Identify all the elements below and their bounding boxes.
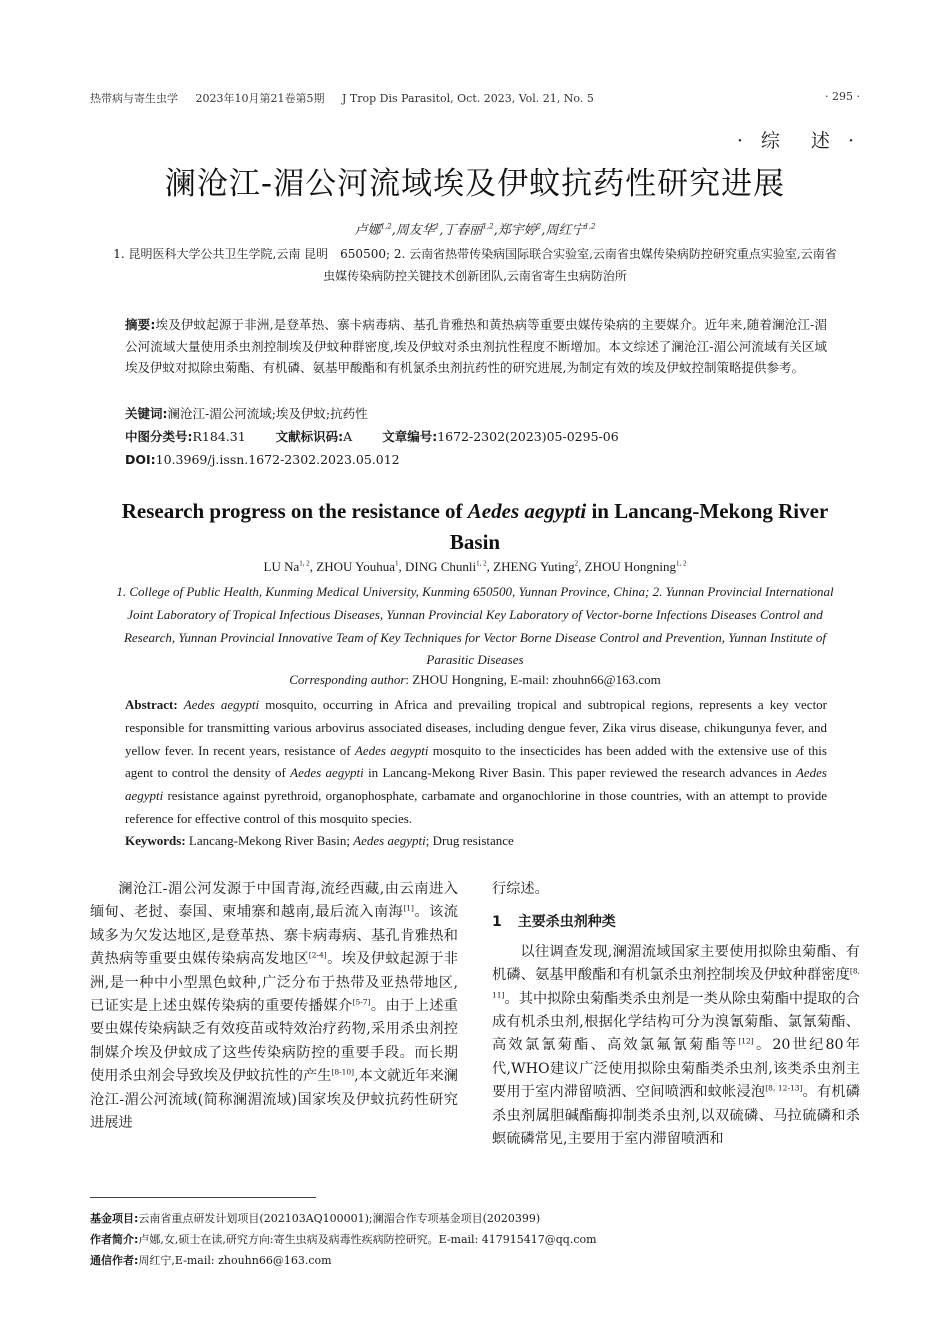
- footnotes: [90, 1208, 860, 1271]
- en-author-1: LU Na$^{1, 2}$,: [263, 559, 317, 574]
- en-affiliation: 1. College of Public Health, Kunming Medical University, Kunming 650500, Yunnan Province, China; 2. Yunnan Provincial International Joint Laboratory of Tropical Infectious Diseases, Yunnan Provincial Key Laboratory of Vector-borne Infections Diseases Control and Research, Yunnan Provincial Innovative Team of Key Techniques for Vector Borne Disease Control and Prevention, Yunnan Institute of Parasitic Diseases: [116, 584, 834, 668]
- journal-name-en: J Trop Dis Parasitol, Oct. 2023, Vol. 21, No. 5: [342, 92, 594, 105]
- en-keywords: Keywords: Lancang-Mekong River Basin; Aedes aegypti; Drug resistance: [125, 833, 514, 848]
- cn-abstract-text: 埃及伊蚊起源于非洲,是登革热、寨卡病毒病、基孔肯雅热和黄热病等重要虫媒传染病的主要媒介。近年来,随着澜沧江-湄公河流域大量使用杀虫剂控制埃及伊蚊种群密度,埃及伊蚊对杀虫剂抗性程度不断增加。本文综述了澜沧江-湄公河流域有关区域埃及伊蚊对拟除虫菊酯、有机磷、氨基甲酸酯和有机氯杀虫剂抗药性的研究进展,为制定有效的埃及伊蚊控制策略提供参考。: [125, 317, 827, 375]
- body-left-column: [90, 878, 458, 1135]
- section-1-paragraph: 以往调查发现,澜湄流域国家主要使用拟除虫菊酯、有机磷、氨基甲酸酯和有机氯杀虫剂控制埃及伊蚊种群密度[8, 11]。其中拟除虫菊酯类杀虫剂是一类从除虫菊酯中提取的合成有机杀虫剂,根据化学结构可分为溴氰菊酯、氯氰菊酯、高效氯氰菊酯、高效氯氟氰菊酯等[12]。20世纪80年代,WHO建议广泛使用拟除虫菊酯类杀虫剂,该类杀虫剂主要用于室内滞留喷洒、空间喷洒和蚊帐浸泡[8, 12-13]。有机磷杀虫剂属胆碱酯酶抑制类杀虫剂,以双硫磷、马拉硫磷和杀螟硫磷常见,主要用于室内滞留喷洒和: [492, 943, 860, 1148]
- issue-cn: 2023年10月第21卷第5期: [195, 92, 325, 105]
- en-keywords-label: Keywords:: [125, 833, 186, 848]
- doi: [125, 450, 827, 470]
- cn-author-4: 郑宇婷$^2$,: [497, 222, 546, 238]
- cn-keywords-label: 关键词:: [125, 406, 168, 421]
- section-heading-1: 1 主要杀虫剂种类: [492, 914, 616, 931]
- en-abstract-label: Abstract:: [125, 697, 178, 712]
- cn-affiliation: 1. 昆明医科大学公共卫生学院,云南 昆明 650500; 2. 云南省热带传染病国际联合实验室,云南省虫媒传染病防控研究重点实验室,云南省虫媒传染病防控关键技术创新团队,云南省寄生虫病防治所: [113, 247, 837, 283]
- citation: [1]: [403, 903, 414, 913]
- en-author-3: DING Chunli$^{1, 2}$,: [404, 559, 494, 574]
- intro-continuation: 行综述。: [492, 881, 549, 897]
- section-tag: · 综 述 ·: [736, 130, 860, 152]
- en-author-2: ZHOU Youhua$^1$,: [316, 559, 405, 574]
- citation: [12]: [738, 1036, 754, 1046]
- article-number: 文章编号:1672-2302(2023)05-0295-06: [382, 429, 619, 444]
- document-code: 文献标识码:A: [275, 429, 353, 444]
- citation: [5-7]: [352, 997, 371, 1007]
- cn-author-1: 卢娜$^{1,2}$,: [354, 222, 396, 238]
- cn-keywords-text: 澜沧江-湄公河流域;埃及伊蚊;抗药性: [167, 406, 368, 421]
- doi-label: DOI:: [125, 452, 156, 467]
- en-authors: [0, 559, 950, 575]
- en-author-5: ZHOU Hongning$^{1, 2}$: [584, 559, 687, 574]
- clc-code: 中图分类号:R184.31: [125, 429, 246, 444]
- cn-classification: [125, 427, 827, 447]
- cn-keywords: [125, 404, 827, 424]
- en-author-4: ZHENG Yuting$^2$,: [493, 559, 585, 574]
- cn-title: 澜沧江-湄公河流域埃及伊蚊抗药性研究进展: [164, 166, 786, 202]
- doi-value: 10.3969/j.issn.1672-2302.2023.05.012: [155, 452, 400, 467]
- citation: [8, 12-13]: [765, 1083, 803, 1093]
- cn-author-5: 周红宁$^{1,2}$: [545, 222, 596, 238]
- fund-note: 基金项目:云南省重点研发计划项目(202103AQ100001);澜湄合作专项基金项目(2020399): [90, 1212, 541, 1225]
- journal-name-cn: 热带病与寄生虫学: [90, 92, 178, 105]
- citation: [8-10]: [331, 1067, 355, 1077]
- cn-author-2: 周友华$^1$,: [395, 222, 444, 238]
- citation: [8, 11]: [492, 966, 860, 999]
- page-number: · 295 ·: [825, 90, 860, 103]
- author-note: 作者简介:卢娜,女,硕士在读,研究方向:寄生虫病及病毒性疾病防控研究。E-mail: 417915417@qq.com: [90, 1233, 597, 1246]
- en-abstract: Abstract: Aedes aegypti mosquito, occurring in Africa and prevailing tropical and subtropical regions, represents a key vector responsible for transmitting various arbovirus associated diseases, including dengue fever, Zika virus disease, chikungunya fever, and yellow fever. In recent years, resistance of Aedes aegypti mosquito to the insecticides has been added with the extensive use of this agent to control the density of Aedes aegypti in Lancang-Mekong River Basin. This paper reviewed the research advances in Aedes aegypti resistance against pyrethroid, organophosphate, carbamate and organochlorine in those countries, with an attempt to provide reference for effective control of this mosquito species.: [125, 697, 828, 826]
- corresponding-note: 通信作者:周红宁,E-mail: zhouhn66@163.com: [90, 1254, 332, 1267]
- cn-authors: [0, 219, 950, 238]
- cn-author-3: 丁春丽$^{1,2}$,: [443, 222, 498, 238]
- citation: [2-4]: [308, 950, 327, 960]
- cn-abstract: [125, 314, 827, 379]
- cn-abstract-label: 摘要:: [125, 317, 156, 332]
- body-right-column: [492, 878, 860, 1151]
- running-head-left: [90, 90, 608, 106]
- en-title: Research progress on the resistance of Aedes aegypti in Lancang-Mekong River Basin: [121, 499, 829, 554]
- footnote-divider: [90, 1197, 316, 1198]
- en-corresponding-author: Corresponding author: ZHOU Hongning, E-mail: zhouhn66@163.com: [289, 672, 661, 687]
- intro-paragraph: 澜沧江-湄公河发源于中国青海,流经西藏,由云南进入缅甸、老挝、泰国、柬埔寨和越南,最后流入南海[1]。该流域多为欠发达地区,是登革热、寨卡病毒病、基孔肯雅热和黄热病等重要虫媒传染病高发地区[2-4]。埃及伊蚊起源于非洲,是一种中小型黑色蚊种,广泛分布于热带及亚热带地区,已证实是上述虫媒传染病的重要传播媒介[5-7]。由于上述重要虫媒传染病缺乏有效疫苗或特效治疗药物,采用杀虫剂控制媒介埃及伊蚊成了这些传染病防控的重要手段。而长期使用杀虫剂会导致埃及伊蚊抗性的产生[8-10],本文就近年来澜沧江-湄公河流域(简称澜湄流域)国家埃及伊蚊抗药性研究进展进: [90, 881, 458, 1132]
